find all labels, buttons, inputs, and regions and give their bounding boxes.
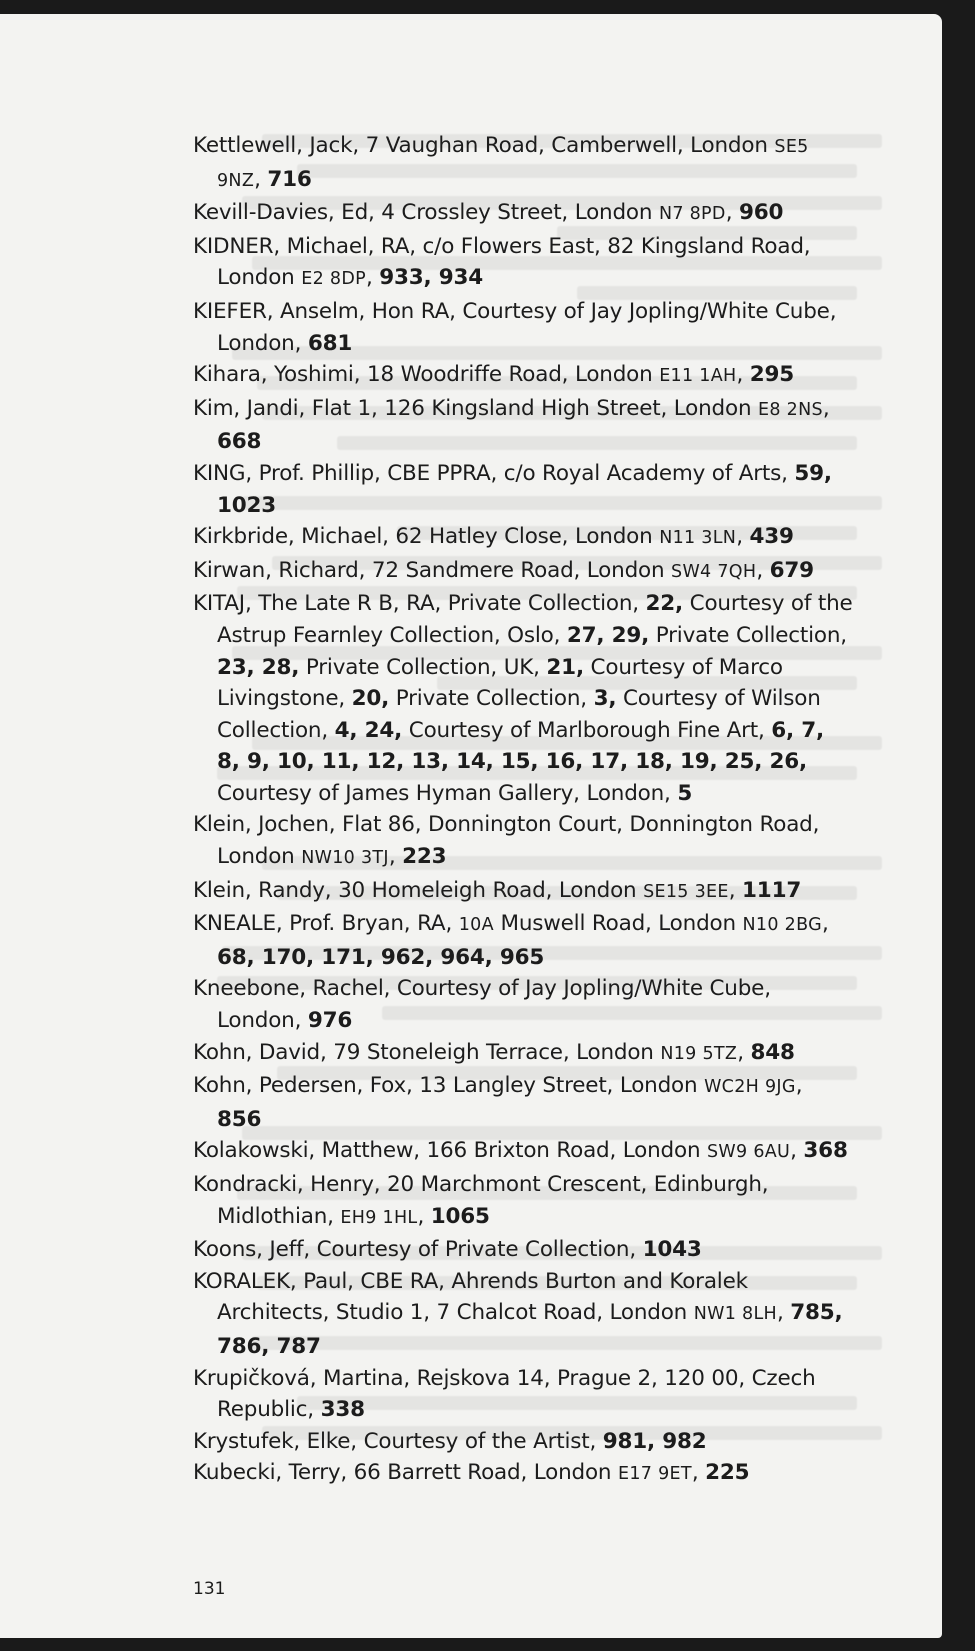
index-entry-kevill-davies: Kevill-Davies, Ed, 4 Crossley Street, London N7 8PD, 960	[193, 200, 784, 226]
index-entry-kondracki: Kondracki, Henry, 20 Marchmont Crescent, Edinburgh, Midlothian, EH9 1HL, 1065	[193, 1172, 769, 1229]
index-entry-kubecki: Kubecki, Terry, 66 Barrett Road, London E17 9ET, 225	[193, 1460, 750, 1486]
index-entry-kihara: Kihara, Yoshimi, 18 Woodriffe Road, London E11 1AH, 295	[193, 362, 795, 388]
index-entry-kirkbride: Kirkbride, Michael, 62 Hatley Close, London N11 3LN, 439	[193, 524, 794, 550]
index-entry-kolakowski: Kolakowski, Matthew, 166 Brixton Road, London SW9 6AU, 368	[193, 1138, 848, 1164]
index-entry-krupickova: Krupičková, Martina, Rejskova 14, Prague 2, 120 00, Czech Republic, 338	[193, 1365, 816, 1423]
index-entry-kidner: KIDNER, Michael, RA, c/o Flowers East, 82 Kingsland Road, London E2 8DP, 933, 934	[193, 233, 811, 291]
index-entry-klein-jochen: Klein, Jochen, Flat 86, Donnington Court, Donnington Road, London NW10 3TJ, 223	[193, 812, 820, 870]
index-entry-king: KING, Prof. Phillip, CBE PPRA, c/o Royal Academy of Arts, 59, 1023	[193, 460, 832, 518]
index-entry-kettlewell: Kettlewell, Jack, 7 Vaughan Road, Camberwell, London SE5 9NZ, 716	[193, 133, 809, 192]
index-entry-kohn-pedersen: Kohn, Pedersen, Fox, 13 Langley Street, London WC2H 9JG, 856	[193, 1073, 803, 1132]
index-entry-kohn-david: Kohn, David, 79 Stoneleigh Terrace, London N19 5TZ, 848	[193, 1039, 795, 1065]
index-entry-kneale: KNEALE, Prof. Bryan, RA, 10A Muswell Road, London N10 2BG, 68, 170, 171, 962, 964, 965	[193, 911, 829, 970]
page-number: 131	[193, 1579, 226, 1599]
index-entries	[193, 130, 853, 1491]
index-entry-krystufek: Krystufek, Elke, Courtesy of the Artist, 981, 982	[193, 1428, 707, 1454]
index-entry-klein-randy: Klein, Randy, 30 Homeleigh Road, London SE15 3EE, 1117	[193, 877, 802, 903]
index-entry-kitaj: KITAJ, The Late R B, RA, Private Collection, 22, Courtesy of the Astrup Fearnley Collection, Oslo, 27, 29, Private Collection, 23, 28, Private Collection, UK, 21, Courtesy of Marco Livingstone, 20, Private Collection, 3, Courtesy of Wilson Collection, 4, 24, Courtesy of Marlborough Fine Art, 6, 7, 8, 9, 10, 11, 12, 13, 14, 15, 16, 17, 18, 19, 25, 26, Courtesy of James Hyman Gallery, London, 5	[193, 591, 853, 806]
index-entry-kirwan: Kirwan, Richard, 72 Sandmere Road, London SW4 7QH, 679	[193, 557, 814, 583]
index-entry-kiefer: KIEFER, Anselm, Hon RA, Courtesy of Jay Jopling/White Cube, London, 681	[193, 298, 837, 356]
index-entry-koons: Koons, Jeff, Courtesy of Private Collection, 1043	[193, 1237, 702, 1263]
index-entry-kneebone: Kneebone, Rachel, Courtesy of Jay Jopling/White Cube, London, 976	[193, 976, 771, 1034]
book-page	[0, 14, 942, 1638]
index-entry-koralek: KORALEK, Paul, CBE RA, Ahrends Burton and Koralek Architects, Studio 1, 7 Chalcot Road, London NW1 8LH, 785, 786, 787	[193, 1268, 843, 1359]
index-entry-kim: Kim, Jandi, Flat 1, 126 Kingsland High Street, London E8 2NS, 668	[193, 395, 830, 455]
